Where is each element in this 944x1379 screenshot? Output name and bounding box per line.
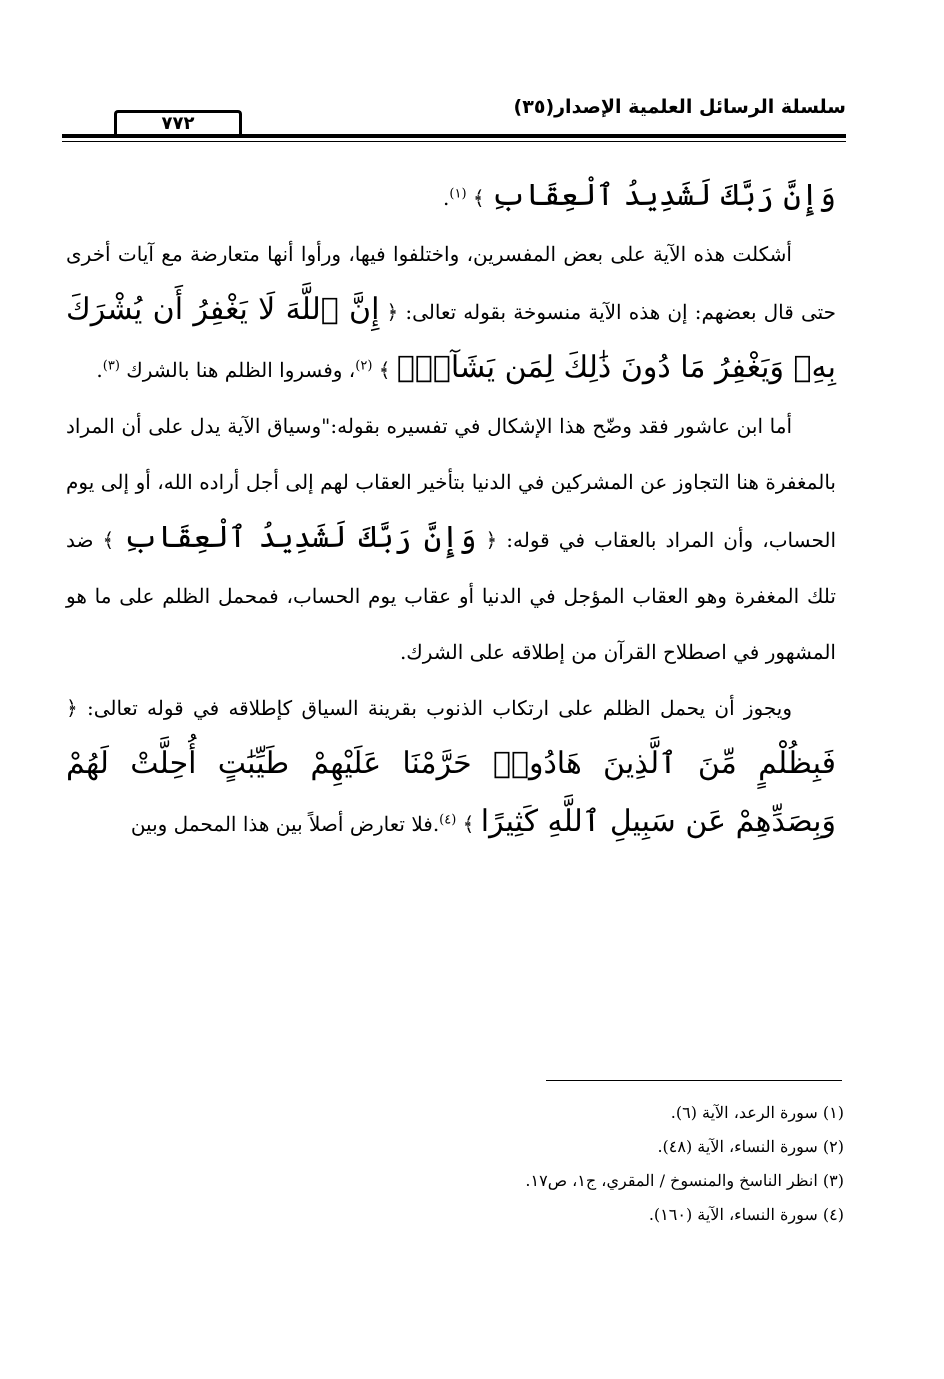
footnote-ref-1: (١) xyxy=(449,186,467,202)
header-rule-thin xyxy=(62,141,846,142)
quran-verse-3: وَإِنَّ رَبَّكَ لَشَدِيدُ ٱلْعِقَابِ xyxy=(123,520,477,555)
footnote-3: (٣) انظر الناسخ والمنسوخ / المقري، ج١، ص١٧. xyxy=(525,1171,844,1190)
footnote-ref-4: (٤) xyxy=(439,812,457,828)
paragraph-2: أما ابن عاشور فقد وضّح هذا الإشكال في تفسيره بقوله:"وسياق الآية يدل على أن المراد بالمغفرة هنا التجاوز عن المشركين في الدنيا بتأخير العقاب لهم إلى أجل أراده الله، أو إلى يوم الحساب، وأن المراد بالعقاب في قوله: ﴿ وَإِنَّ رَبَّكَ لَشَدِيدُ ٱلْعِقَابِ ﴾ ضد تلك المغفرة وهو العقاب المؤجل في الدنيا أو عقاب يوم الحساب، فمحمل الظلم على ما هو المشهور في اصطلاح القرآن من إطلاقه على الشرك. xyxy=(66,414,837,664)
header-rule-thick xyxy=(62,134,846,138)
page-number: ٧٧٢ xyxy=(114,110,242,136)
footnotes xyxy=(300,1096,844,1232)
quran-verse-2: إِنَّ ٱللَّهَ لَا يَغْفِرُ أَن يُشْرَكَ بِهِۦ وَيَغْفِرُ مَا دُونَ ذَٰلِكَ لِمَن يَشَآءُۚ xyxy=(66,292,836,385)
paragraph-3: ويجوز أن يحمل الظلم على ارتكاب الذنوب بقرينة السياق كإطلاقه في قوله تعالى: ﴿ فَبِظُلْمٍ مِّنَ ٱلَّذِينَ هَادُوا۟ حَرَّمْنَا عَلَيْهِمْ طَيِّبَٰتٍ أُحِلَّتْ لَهُمْ وَبِصَدِّهِمْ عَن سَبِيلِ ٱللَّهِ كَثِيرًا ﴾ $^{(٤)}$.فلا تعارض أصلاً بين هذا المحمل وبين xyxy=(66,696,836,839)
footnote-ref-2: (٢) xyxy=(355,358,373,374)
footnote-4: (٤) سورة النساء، الآية (١٦٠). xyxy=(648,1205,844,1224)
footnote-ref-3: (٣) xyxy=(102,358,120,374)
paragraph-1: أشكلت هذه الآية على بعض المفسرين، واختلفوا فيها، ورأوا أنها متعارضة مع آيات أخرى حتى قال بعضهم: إن هذه الآية منسوخة بقوله تعالى: ﴿ إِنَّ ٱللَّهَ لَا يَغْفِرُ أَن يُشْرَكَ بِهِۦ وَيَغْفِرُ مَا دُونَ ذَٰلِكَ لِمَن يَشَآءُۚ ﴾ $^{(٢)}$، وفسروا الظلم هنا بالشرك $^{(٣)}$. xyxy=(66,242,837,385)
quran-verse-4: فَبِظُلْمٍ مِّنَ ٱلَّذِينَ هَادُوا۟ حَرَّمْنَا عَلَيْهِمْ طَيِّبَٰتٍ أُحِلَّتْ لَهُمْ وَبِصَدِّهِمْ عَن سَبِيلِ ٱللَّهِ كَثِيرًا xyxy=(66,746,836,839)
quran-verse-1: وَإِنَّ رَبَّكَ لَشَدِيدُ ٱلْعِقَابِ xyxy=(490,178,836,213)
paragraph-0: وَإِنَّ رَبَّكَ لَشَدِيدُ ٱلْعِقَابِ ﴾ $^{(١)}$. xyxy=(443,178,836,213)
footnote-2: (٢) سورة النساء، الآية (٤٨). xyxy=(657,1137,844,1156)
body-text xyxy=(66,168,836,852)
series-title: سلسلة الرسائل العلمية الإصدار(٣٥) xyxy=(513,96,846,118)
page-header xyxy=(62,96,846,146)
footnote-1: (١) سورة الرعد، الآية (٦). xyxy=(670,1103,844,1122)
footnote-separator xyxy=(546,1080,842,1081)
